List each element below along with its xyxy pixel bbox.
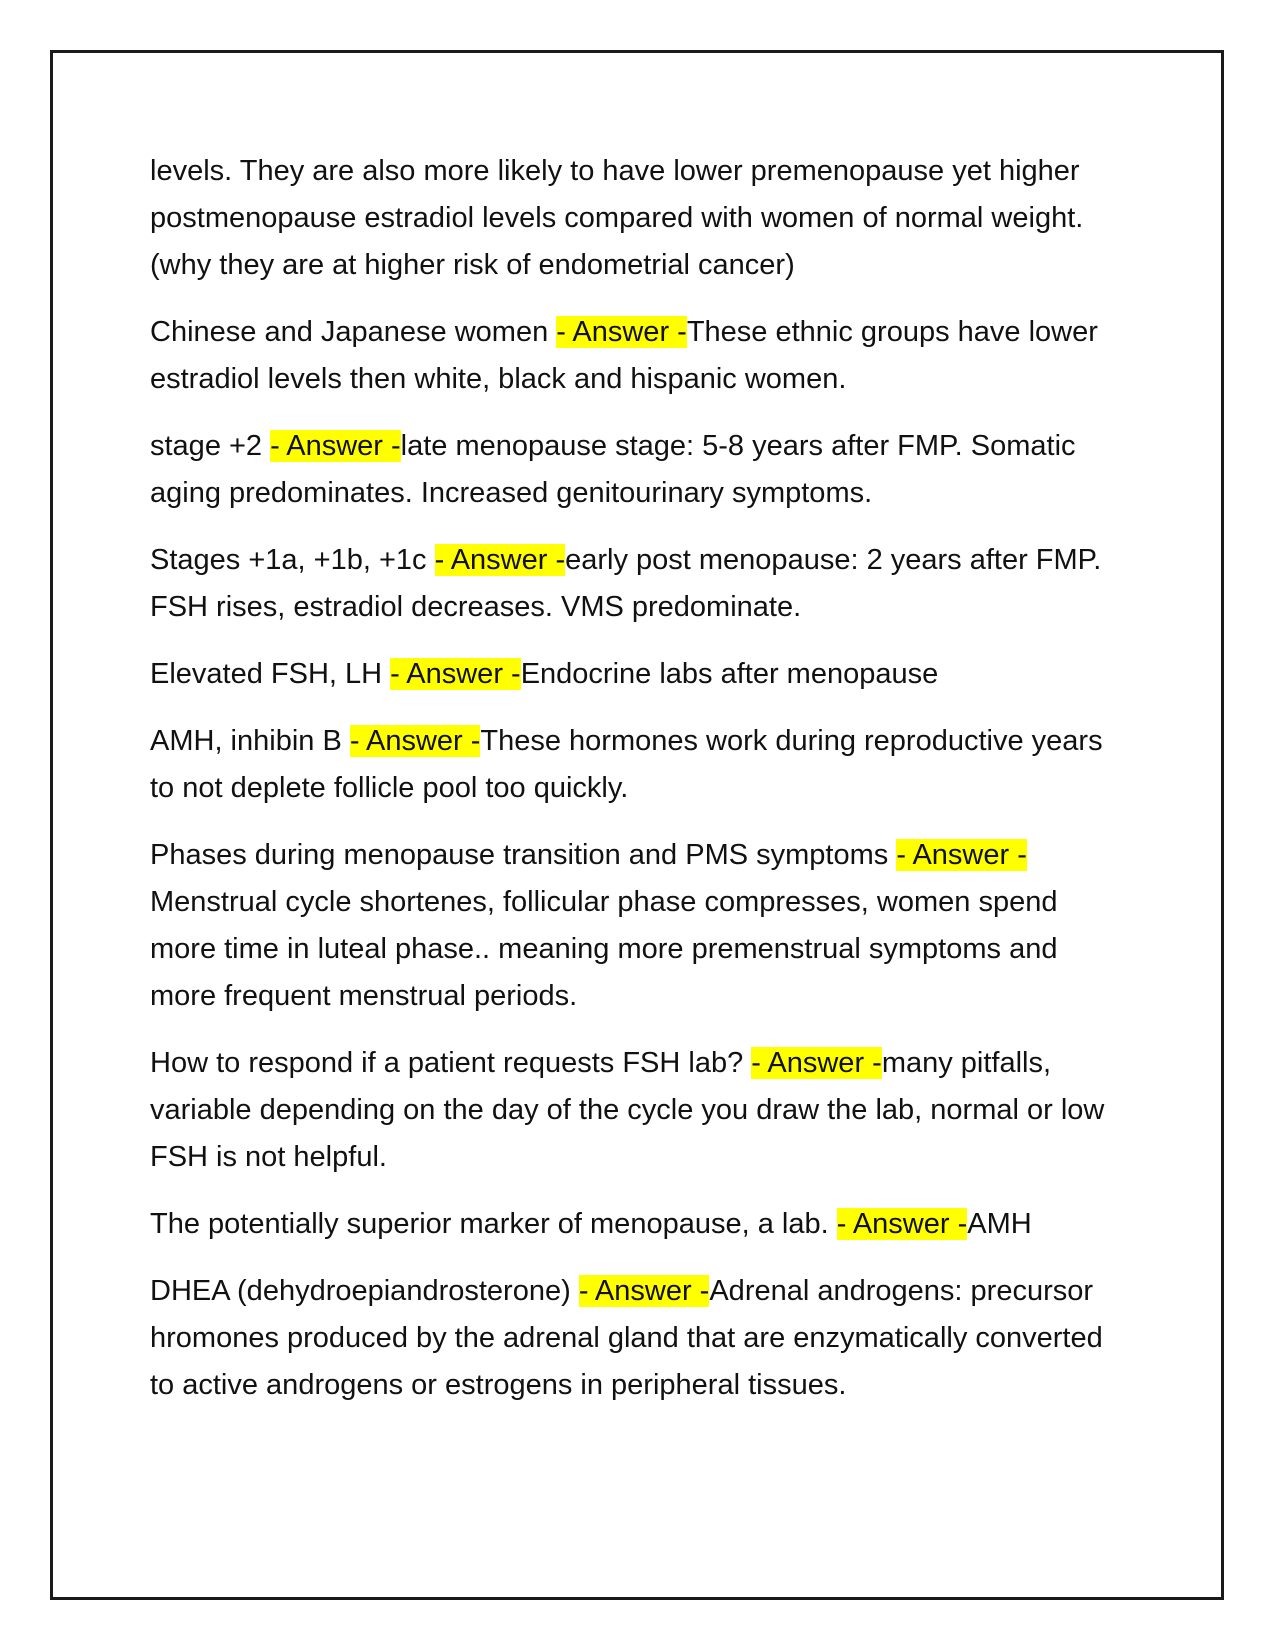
answer-marker: - Answer -: [896, 839, 1027, 871]
qa-entry: [150, 537, 1130, 631]
qa-entry: [150, 1040, 1130, 1181]
answer: late menopause stage: 5-8 years after FMP. Somatic aging predominates. Increased genitourinary symptoms.: [150, 430, 1076, 509]
qa-entry: [150, 423, 1130, 517]
answer-marker: - Answer -: [578, 1275, 710, 1307]
intro-paragraph: levels. They are also more likely to have lower premenopause yet higher postmenopause estradiol levels compared with women of normal weight. (why they are at higher risk of endometrial cancer): [150, 155, 1084, 281]
question: Elevated FSH, LH: [150, 658, 391, 690]
question: Stages +1a, +1b, +1c: [150, 544, 435, 576]
question: AMH, inhibin B: [150, 725, 350, 757]
answer-marker: - Answer -: [270, 430, 401, 462]
answer-marker: - Answer -: [751, 1047, 882, 1079]
answer-marker: - Answer -: [836, 1208, 968, 1240]
qa-entry: [150, 1201, 1130, 1248]
answer: These ethnic groups have lower estradiol levels then white, black and hispanic women.: [150, 316, 1098, 395]
qa-entry: [150, 1268, 1130, 1409]
answer: Endocrine labs after menopause: [520, 658, 939, 690]
question: DHEA (dehydroepiandrosterone): [150, 1275, 579, 1307]
answer-marker: - Answer -: [434, 544, 566, 576]
question: How to respond if a patient requests FSH lab?: [150, 1047, 752, 1079]
answer: many pitfalls, variable depending on the day of the cycle you draw the lab, normal or low FSH is not helpful.: [150, 1047, 1105, 1173]
question: The potentially superior marker of menopause, a lab.: [150, 1208, 837, 1240]
question: Phases during menopause transition and PMS symptoms: [150, 839, 897, 871]
qa-entry: [150, 718, 1130, 812]
question: stage +2: [150, 430, 271, 462]
answer: These hormones work during reproductive years to not deplete follicle pool too quickly.: [150, 725, 1103, 804]
answer-marker: - Answer -: [390, 658, 521, 690]
answer-marker: - Answer -: [349, 725, 481, 757]
qa-entry: [150, 309, 1130, 403]
answer-marker: - Answer -: [556, 316, 687, 348]
document-body: [150, 148, 1130, 1429]
answer: AMH: [967, 1208, 1032, 1240]
qa-entry: [150, 832, 1130, 1020]
question: Chinese and Japanese women: [150, 316, 557, 348]
qa-entry: [150, 651, 1130, 698]
answer: Menstrual cycle shortenes, follicular phase compresses, women spend more time in luteal phase.. meaning more premenstrual symptoms and more frequent menstrual periods.: [150, 886, 1058, 1012]
answer: early post menopause: 2 years after FMP. FSH rises, estradiol decreases. VMS predominate.: [150, 544, 1102, 623]
answer: Adrenal androgens: precursor hromones produced by the adrenal gland that are enzymatically converted to active androgens or estrogens in peripheral tissues.: [150, 1275, 1103, 1401]
